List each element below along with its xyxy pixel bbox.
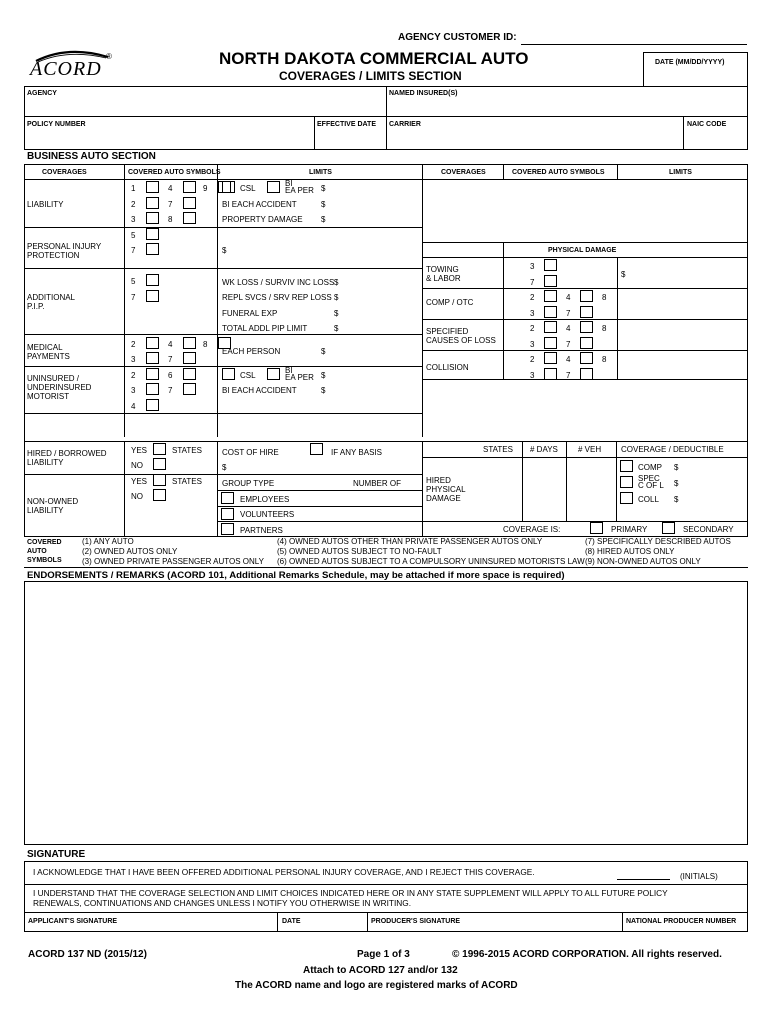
primary-checkbox[interactable] (590, 522, 603, 534)
liability-symbol-2-checkbox[interactable] (146, 197, 159, 209)
non-owned-no-label: NO (131, 492, 143, 501)
specified-label-2: CAUSES OF LOSS (426, 336, 496, 345)
col-symbols-right: COVERED AUTO SYMBOLS (512, 169, 605, 176)
symbol-4: 4 (168, 184, 173, 193)
symbol-4: 4 (566, 355, 571, 364)
symbol-2: 2 (131, 200, 136, 209)
symbol-2: 2 (131, 371, 136, 380)
comp-symbol-4-checkbox[interactable] (580, 290, 593, 302)
agency-field[interactable] (25, 87, 385, 115)
symbol-9: 9 (203, 184, 208, 193)
spec-symbol-4-checkbox[interactable] (580, 321, 593, 333)
uninsured-label-2: UNDERINSURED (27, 383, 92, 392)
hd-spec-dollar: $ (674, 479, 679, 488)
partners-checkbox[interactable] (221, 523, 234, 535)
hired-pd-label-1: HIRED (426, 476, 451, 485)
each-person-label: EACH PERSON (222, 347, 281, 356)
hired-states-label: STATES (172, 446, 202, 455)
cost-of-hire-dollar: $ (222, 463, 227, 472)
medical-payments-label-2: PAYMENTS (27, 352, 70, 361)
hd-spec-label-1: SPEC (638, 474, 660, 483)
um-ea-per-label: EA PER (285, 373, 314, 382)
hired-yes-checkbox[interactable] (153, 443, 166, 455)
col-limits-right: LIMITS (669, 169, 692, 176)
symbol-7: 7 (566, 371, 571, 380)
carrier-label: CARRIER (389, 121, 421, 128)
symbol-7: 7 (168, 200, 173, 209)
col-symbols-left: COVERED AUTO SYMBOLS (128, 169, 221, 176)
remarks-title: ENDORSEMENTS / REMARKS (ACORD 101, Additional Remarks Schedule, may be attached if more space is required) (27, 570, 565, 581)
collision-label: COLLISION (426, 363, 469, 372)
coverage-deductible-label: COVERAGE / DEDUCTIBLE (621, 445, 724, 454)
medpay-symbol-3-checkbox[interactable] (146, 352, 159, 364)
legend-symbol-6: (6) OWNED AUTOS SUBJECT TO A COMPULSORY UNINSURED MOTORISTS LAW (277, 557, 585, 566)
agency-customer-id-label: AGENCY CUSTOMER ID: (398, 32, 517, 43)
non-owned-label-2: LIABILITY (27, 506, 64, 515)
employees-label: EMPLOYEES (240, 495, 290, 504)
acknowledge-text: I ACKNOWLEDGE THAT I HAVE BEEN OFFERED ADDITIONAL PERSONAL INJURY COVERAGE, AND I REJECT THIS COVERAGE. (33, 867, 535, 877)
medical-payments-label-1: MEDICAL (27, 343, 63, 352)
form-title: NORTH DAKOTA COMMERCIAL AUTO (219, 49, 529, 68)
symbol-7: 7 (131, 293, 136, 302)
symbol-2: 2 (530, 293, 535, 302)
legend-symbol-9: (9) NON-OWNED AUTOS ONLY (585, 557, 701, 566)
understand-text-1: I UNDERSTAND THAT THE COVERAGE SELECTION AND LIMIT CHOICES INDICATED HERE OR IN ANY STATE SUPPLEMENT WILL APPLY TO ALL FUTURE POLICY (33, 888, 668, 898)
hired-yes-label: YES (131, 446, 148, 455)
volunteers-label: VOLUNTEERS (240, 510, 295, 519)
wk-loss-label: WK LOSS / SURVIV INC LOSS (222, 278, 335, 287)
um-bi-each-accident-dollar: $ (321, 386, 326, 395)
towing-dollar: $ (621, 270, 626, 279)
symbol-3: 3 (530, 340, 535, 349)
hired-no-checkbox[interactable] (153, 458, 166, 470)
property-damage-dollar: $ (321, 215, 326, 224)
policy-number-label: POLICY NUMBER (27, 121, 86, 128)
symbol-2: 2 (530, 355, 535, 364)
cost-of-hire-label: COST OF HIRE (222, 448, 279, 457)
towing-symbol-7-checkbox[interactable] (544, 275, 557, 287)
physical-damage-header: PHYSICAL DAMAGE (548, 247, 617, 254)
bi-label: BI (285, 179, 293, 188)
addl-pip-symbol-5-checkbox[interactable] (146, 274, 159, 286)
hd-coll-dollar: $ (674, 495, 679, 504)
hd-spec-label-2: C OF L (638, 481, 664, 490)
form-subtitle: COVERAGES / LIMITS SECTION (279, 69, 462, 83)
um-bi-each-accident-label: BI EACH ACCIDENT (222, 386, 297, 395)
legend-symbol-2: (2) OWNED AUTOS ONLY (82, 547, 178, 556)
symbol-3: 3 (530, 262, 535, 271)
bi-each-accident-label: BI EACH ACCIDENT (222, 200, 297, 209)
named-insured-label: NAMED INSURED(S) (389, 90, 458, 97)
symbol-4: 4 (168, 340, 173, 349)
hd-coll-checkbox[interactable] (620, 492, 633, 504)
symbol-4: 4 (131, 402, 136, 411)
signature-title: SIGNATURE (27, 849, 86, 860)
csl-checkbox[interactable] (222, 181, 235, 193)
medpay-symbol-7-checkbox[interactable] (183, 352, 196, 364)
attach-note: Attach to ACORD 127 and/or 132 (303, 965, 458, 976)
um-symbol-3-checkbox[interactable] (146, 383, 159, 395)
pip-dollar: $ (222, 246, 227, 255)
hd-comp-dollar: $ (674, 463, 679, 472)
agency-label: AGENCY (27, 90, 57, 97)
form-id: ACORD 137 ND (2015/12) (28, 949, 147, 960)
non-owned-states-label: STATES (172, 477, 202, 486)
symbol-8: 8 (203, 340, 208, 349)
hd-days-label: # DAYS (530, 445, 558, 454)
personal-injury-label-2: PROTECTION (27, 251, 80, 260)
signature-date-label: DATE (282, 918, 301, 925)
symbol-2: 2 (131, 340, 136, 349)
comp-symbol-2-checkbox[interactable] (544, 290, 557, 302)
csl-dollar: $ (321, 184, 326, 193)
employees-checkbox[interactable] (221, 492, 234, 504)
funeral-exp-label: FUNERAL EXP (222, 309, 278, 318)
registered-mark: ® (106, 52, 112, 61)
csl-label: CSL (240, 184, 256, 193)
number-of-label: NUMBER OF (353, 479, 401, 488)
understand-text-2: RENEWALS, CONTINUATIONS AND CHANGES UNLESS I NOTIFY YOU OTHERWISE IN WRITING. (33, 898, 412, 908)
pip-symbol-5-checkbox[interactable] (146, 228, 159, 240)
spec-symbol-7-checkbox[interactable] (580, 337, 593, 349)
personal-injury-label-1: PERSONAL INJURY (27, 242, 102, 251)
spec-symbol-2-checkbox[interactable] (544, 321, 557, 333)
liability-symbol-8-checkbox[interactable] (183, 212, 196, 224)
liability-symbol-1-checkbox[interactable] (146, 181, 159, 193)
hd-states-label: STATES (483, 445, 513, 454)
uninsured-label-3: MOTORIST (27, 392, 70, 401)
hired-no-label: NO (131, 461, 143, 470)
hired-borrowed-label-1: HIRED / BORROWED (27, 449, 107, 458)
col-coverages-left: COVERAGES (42, 169, 87, 176)
secondary-checkbox[interactable] (662, 522, 675, 534)
symbol-8: 8 (602, 355, 607, 364)
specified-label-1: SPECIFIED (426, 327, 469, 336)
symbol-8: 8 (602, 324, 607, 333)
symbol-8: 8 (602, 293, 607, 302)
non-owned-yes-label: YES (131, 477, 148, 486)
um-csl-label: CSL (240, 371, 256, 380)
hd-veh-label: # VEH (578, 445, 602, 454)
symbol-5: 5 (131, 231, 136, 240)
primary-label: PRIMARY (611, 525, 648, 534)
secondary-label: SECONDARY (683, 525, 734, 534)
repl-svcs-dollar: $ (334, 293, 339, 302)
legend-label-1: COVERED (27, 539, 62, 546)
trademark-note: The ACORD name and logo are registered marks of ACORD (235, 980, 518, 991)
hd-coll-label: COLL (638, 495, 659, 504)
liability-symbol-7-checkbox[interactable] (183, 197, 196, 209)
legend-symbol-8: (8) HIRED AUTOS ONLY (585, 547, 675, 556)
um-symbol-4-checkbox[interactable] (146, 399, 159, 411)
symbol-3: 3 (131, 215, 136, 224)
um-symbol-7-checkbox[interactable] (183, 383, 196, 395)
liability-symbol-4-checkbox[interactable] (183, 181, 196, 193)
hd-spec-checkbox[interactable] (620, 476, 633, 488)
agency-customer-id-field[interactable] (521, 44, 747, 45)
partners-label: PARTNERS (240, 526, 283, 535)
coll-symbol-4-checkbox[interactable] (580, 352, 593, 364)
coll-symbol-2-checkbox[interactable] (544, 352, 557, 364)
wk-loss-dollar: $ (334, 278, 339, 287)
bi-each-accident-dollar: $ (321, 200, 326, 209)
medpay-symbol-2-checkbox[interactable] (146, 337, 159, 349)
national-producer-number-label: NATIONAL PRODUCER NUMBER (626, 918, 737, 925)
pip-symbol-7-checkbox[interactable] (146, 243, 159, 255)
symbol-2: 2 (530, 324, 535, 333)
um-symbol-6-checkbox[interactable] (183, 368, 196, 380)
total-addl-pip-label: TOTAL ADDL PIP LIMIT (222, 324, 308, 333)
comp-symbol-3-checkbox[interactable] (544, 306, 557, 318)
page-number: Page 1 of 3 (357, 949, 410, 960)
legend-symbol-5: (5) OWNED AUTOS SUBJECT TO NO-FAULT (277, 547, 442, 556)
if-any-basis-checkbox[interactable] (310, 443, 323, 455)
legend-label-2: AUTO (27, 548, 47, 555)
hd-comp-checkbox[interactable] (620, 460, 633, 472)
liability-label: LIABILITY (27, 200, 64, 209)
business-auto-section-title: BUSINESS AUTO SECTION (27, 151, 156, 162)
col-coverages-right: COVERAGES (441, 169, 486, 176)
symbol-7: 7 (566, 309, 571, 318)
symbol-7: 7 (566, 340, 571, 349)
um-symbol-2-checkbox[interactable] (146, 368, 159, 380)
symbol-3: 3 (530, 371, 535, 380)
each-person-dollar: $ (321, 347, 326, 356)
copyright: © 1996-2015 ACORD CORPORATION. All rights reserved. (452, 949, 722, 960)
symbol-7: 7 (131, 246, 136, 255)
acord-logo (28, 47, 118, 81)
remarks-textarea[interactable] (24, 581, 748, 845)
additional-pip-label-1: ADDITIONAL (27, 293, 76, 302)
symbol-3: 3 (131, 355, 136, 364)
effective-date-label: EFFECTIVE DATE (317, 121, 376, 128)
total-addl-pip-dollar: $ (334, 324, 339, 333)
addl-pip-symbol-7-checkbox[interactable] (146, 290, 159, 302)
date-label: DATE (MM/DD/YYYY) (655, 59, 725, 66)
funeral-exp-dollar: $ (334, 309, 339, 318)
additional-pip-label-2: P.I.P. (27, 302, 45, 311)
non-owned-yes-checkbox[interactable] (153, 474, 166, 486)
coverage-is-label: COVERAGE IS: (503, 525, 561, 534)
ea-per-label: EA PER (285, 186, 314, 195)
symbol-4: 4 (566, 324, 571, 333)
hired-borrowed-label-2: LIABILITY (27, 458, 64, 467)
legend-symbol-3: (3) OWNED PRIVATE PASSENGER AUTOS ONLY (82, 557, 264, 566)
symbol-5: 5 (131, 277, 136, 286)
comp-otc-label: COMP / OTC (426, 298, 474, 307)
hd-comp-label: COMP (638, 463, 662, 472)
hired-pd-label-2: PHYSICAL (426, 485, 466, 494)
property-damage-label: PROPERTY DAMAGE (222, 215, 303, 224)
symbol-7: 7 (530, 278, 535, 287)
non-owned-no-checkbox[interactable] (153, 489, 166, 501)
legend-symbol-4: (4) OWNED AUTOS OTHER THAN PRIVATE PASSENGER AUTOS ONLY (277, 537, 543, 546)
initials-field[interactable] (617, 879, 670, 880)
applicant-signature-label: APPLICANT'S SIGNATURE (28, 918, 118, 925)
symbol-8: 8 (168, 215, 173, 224)
symbol-1: 1 (131, 184, 136, 193)
symbol-3: 3 (530, 309, 535, 318)
towing-label-2: & LABOR (426, 274, 461, 283)
um-csl-checkbox[interactable] (222, 368, 235, 380)
symbol-7: 7 (168, 355, 173, 364)
if-any-basis-label: IF ANY BASIS (331, 448, 382, 457)
volunteers-checkbox[interactable] (221, 508, 234, 520)
group-type-label: GROUP TYPE (222, 479, 275, 488)
col-limits-left: LIMITS (309, 169, 332, 176)
symbol-6: 6 (168, 371, 173, 380)
um-csl-dollar: $ (321, 371, 326, 380)
towing-label-1: TOWING (426, 265, 459, 274)
um-bi-ea-per-checkbox[interactable] (267, 368, 280, 380)
hired-pd-label-3: DAMAGE (426, 494, 461, 503)
initials-label: (INITIALS) (680, 872, 718, 881)
symbol-3: 3 (131, 386, 136, 395)
liability-symbol-3-checkbox[interactable] (146, 212, 159, 224)
legend-symbol-1: (1) ANY AUTO (82, 537, 134, 546)
acord-logo-text: ACORD (30, 58, 102, 80)
uninsured-label-1: UNINSURED / (27, 374, 80, 383)
symbol-4: 4 (566, 293, 571, 302)
spec-symbol-3-checkbox[interactable] (544, 337, 557, 349)
carrier-field[interactable] (387, 117, 682, 148)
towing-symbol-3-checkbox[interactable] (544, 259, 557, 271)
legend-symbol-7: (7) SPECIFICALLY DESCRIBED AUTOS (585, 537, 731, 546)
um-bi-label: BI (285, 366, 293, 375)
comp-symbol-7-checkbox[interactable] (580, 306, 593, 318)
bi-ea-per-checkbox[interactable] (267, 181, 280, 193)
medpay-symbol-4-checkbox[interactable] (183, 337, 196, 349)
repl-svcs-label: REPL SVCS / SRV REP LOSS (222, 293, 332, 302)
symbol-7: 7 (168, 386, 173, 395)
producer-signature-label: PRODUCER'S SIGNATURE (371, 918, 461, 925)
non-owned-label-1: NON-OWNED (27, 497, 79, 506)
legend-label-3: SYMBOLS (27, 557, 62, 564)
naic-code-label: NAIC CODE (687, 121, 727, 128)
